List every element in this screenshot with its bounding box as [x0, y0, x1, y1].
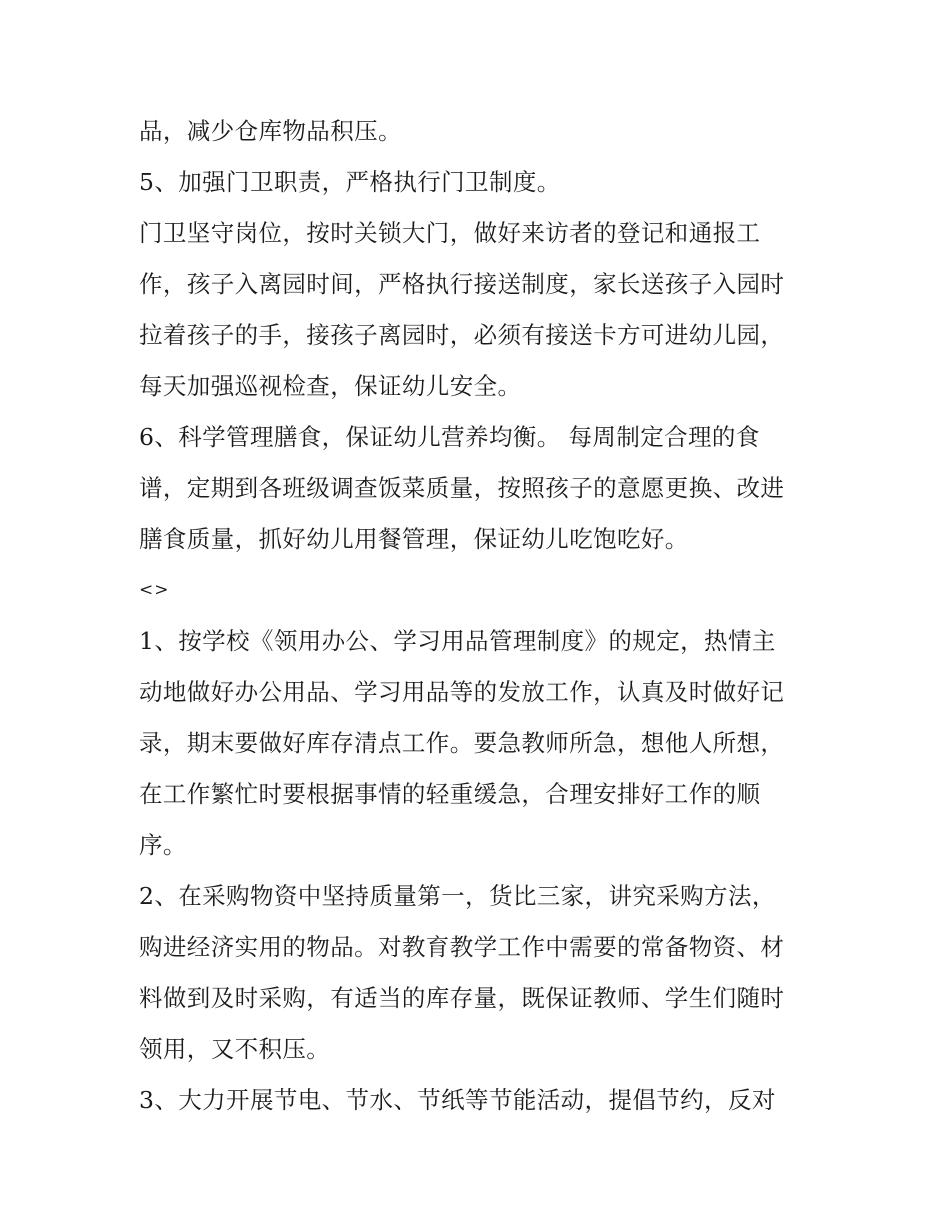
section-heading: 1、按学校《领用办公、学习用品管理制度》的规定，热情主	[139, 627, 776, 655]
text-line: 膳食质量，抓好幼儿用餐管理，保证幼儿吃饱吃好。	[139, 525, 689, 553]
document-body	[139, 106, 819, 1126]
text-line: 品，减少仓库物品积压。	[139, 117, 402, 145]
section-heading: 2、在采购物资中坚持质量第一，货比三家，讲究采购方法，	[139, 882, 776, 910]
text-line: 料做到及时采购，有适当的库存量，既保证教师、学生们随时	[139, 984, 785, 1012]
section-heading: 5、加强门卫职责，严格执行门卫制度。	[139, 168, 561, 196]
section-marker: <>	[139, 580, 170, 600]
text-line: 每天加强巡视检查，保证幼儿安全。	[139, 372, 522, 400]
text-line: 动地做好办公用品、学习用品等的发放工作，认真及时做好记	[139, 678, 785, 706]
text-line: 录，期末要做好库存清点工作。要急教师所急，想他人所想，	[139, 729, 785, 757]
text-line: 购进经济实用的物品。对教育教学工作中需要的常备物资、材	[139, 933, 785, 961]
section-heading: 6、科学管理膳食，保证幼儿营养均衡。 每周制定合理的食	[139, 423, 760, 451]
text-line: 序。	[139, 831, 187, 859]
text-line: 领用，又不积压。	[139, 1035, 331, 1063]
text-line: 拉着孩子的手，接孩子离园时，必须有接送卡方可进幼儿园，	[139, 321, 785, 349]
text-line: 在工作繁忙时要根据事情的轻重缓急，合理安排好工作的顺	[139, 780, 761, 808]
section-heading: 3、大力开展节电、节水、节纸等节能活动，提倡节约，反对	[139, 1086, 776, 1114]
text-line: 作，孩子入离园时间，严格执行接送制度，家长送孩子入园时	[139, 270, 785, 298]
text-line: 门卫坚守岗位，按时关锁大门，做好来访者的登记和通报工	[139, 219, 761, 247]
text-line: 谱，定期到各班级调查饭菜质量，按照孩子的意愿更换、改进	[139, 474, 785, 502]
